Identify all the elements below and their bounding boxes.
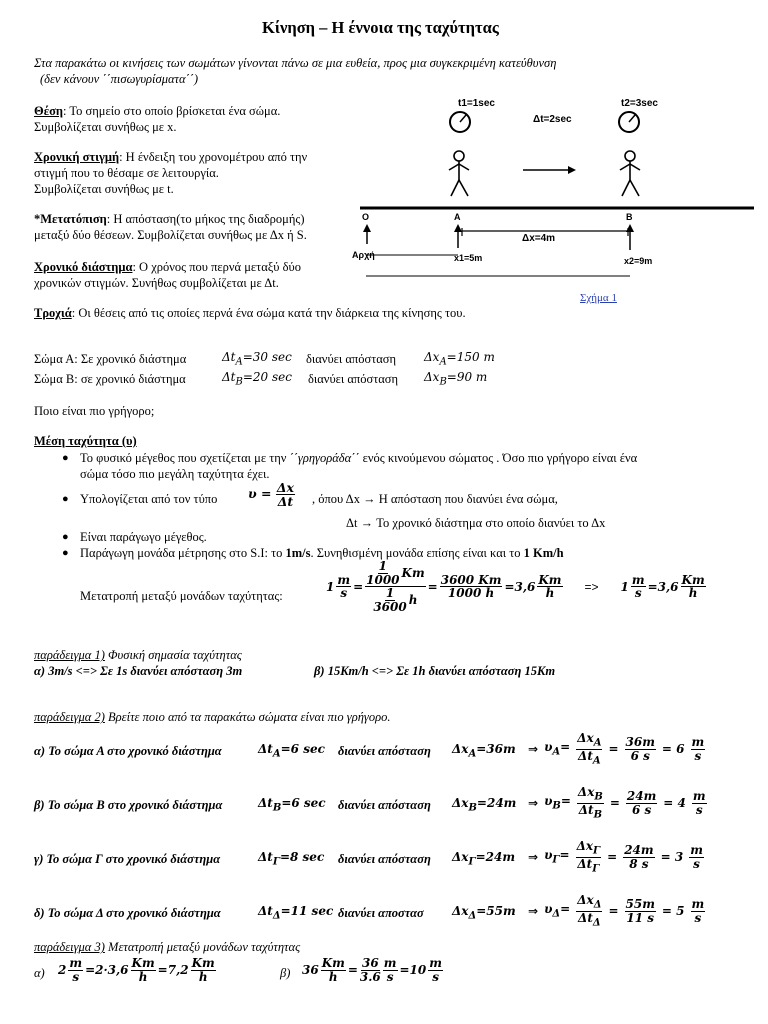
clock-icon-1	[450, 112, 470, 132]
ex2-row-label: δ) Το σώμα Δ στο χρονικό διάστημα	[34, 906, 221, 920]
bullet-1-c: ενός κινούμενου σώματος . Όσο πιο γρήγορο είναι ένα	[359, 451, 638, 465]
ex2-row-unit-m: m	[691, 896, 705, 911]
ex2-row-ratio-den	[578, 912, 601, 929]
conv-one-a: 1	[378, 559, 387, 573]
ex3-a-mid: =2·3,6	[85, 963, 129, 978]
fig-arxi-label: Αρχή	[352, 250, 375, 260]
bullet-2-a: Υπολογίζεται από τον τύπο	[80, 492, 218, 506]
ex2-row-mid: διανύει απόσταση	[338, 798, 431, 812]
ex2-row-unit-m: m	[690, 842, 703, 857]
ex2-row-ratio-dx-sub: A	[593, 737, 602, 748]
ex2-row-dt-sym: Δt	[258, 742, 273, 756]
ex2-row-dx-sub: A	[468, 748, 477, 760]
def-troxia-term: Τροχιά	[34, 306, 72, 320]
example-3-b-label: β)	[280, 966, 291, 980]
ex3-b-res: =10	[399, 963, 427, 978]
ex2-row-ratio-dx-sub: Δ	[593, 899, 602, 910]
body-a-dx-sub: A	[439, 356, 447, 368]
ex2-row-den: 11 s	[626, 910, 655, 925]
bullet-1-a: Το φυσικό μέγεθος που σχετίζεται με την	[80, 451, 290, 465]
ex2-row-ratio-num	[576, 732, 602, 750]
ex3-b-36: 36	[302, 963, 319, 978]
def-stigmi-term: Χρονική στιγμή	[34, 150, 120, 164]
direction-arrow-icon	[523, 166, 576, 174]
ex2-row-dt	[258, 796, 326, 813]
bullet-1-icon: ●	[62, 452, 69, 464]
ex2-row-u: $\upsilon_B=$	[544, 794, 571, 812]
ex2-row-dx-val: =24m	[476, 796, 517, 810]
ex2-row-ratio-den	[578, 750, 601, 767]
conv-kmh-frac-2	[681, 574, 706, 600]
intro-line-2: (δεν κάνουν ΄΄πισωγυρίσματα΄΄)	[40, 72, 199, 86]
conv-final: =3,6	[647, 579, 679, 594]
ex2-row-arrow: ⇒	[528, 742, 539, 756]
ex3-a-km2: Km	[191, 956, 215, 970]
conversion-label: Μετατροπή μεταξύ μονάδων ταχύτητας:	[80, 589, 283, 603]
ex2-row-dt-sub: Γ	[272, 856, 280, 868]
ex2-row-label: γ) Το σώμα Γ στο χρονικό διάστημα	[34, 852, 221, 866]
body-a-row	[34, 352, 186, 367]
ex2-row-u: $\upsilon_A=$	[544, 740, 571, 758]
ex2-row-u: $\upsilon_\Delta=$	[544, 902, 571, 920]
ex2-row-u-sub: B	[552, 800, 561, 812]
ex2-row-u-sub: A	[552, 746, 561, 758]
bullet-2-b: , όπου Δx → Η απόσταση που διανύει ένα σώμα,	[312, 492, 558, 506]
ex2-row-ratio-dt: Δt	[578, 748, 593, 763]
conv-implies: =>	[584, 579, 599, 594]
speed-formula-fraction	[276, 481, 295, 508]
ex3-a-h2: h	[198, 969, 208, 984]
ex2-row-dx	[452, 904, 516, 921]
def-metatopisi-text: : Η απόσταση(το μήκος της διαδρομής)	[106, 212, 305, 226]
ex2-row-ratio-dt: Δt	[577, 856, 593, 871]
stick-figure-2	[620, 151, 640, 196]
bullet-4-unit1: 1m/s	[285, 546, 311, 560]
body-a-dt-sub: A	[235, 356, 243, 368]
conv-km-c: Km	[681, 572, 705, 587]
bullet-4-a: Παράγωγη μονάδα μέτρησης στο S.I: το	[80, 546, 286, 560]
def-thesi-text: : Το σημείο στο οποίο βρίσκεται ένα σώμα.	[62, 104, 281, 118]
ex2-row-dx-sym: Δx	[452, 742, 469, 756]
ex2-row-dt-val: =8 sec	[279, 850, 325, 864]
ex2-row-dx-sym: Δx	[452, 850, 469, 864]
example-2-head-rest: Βρείτε ποιο από τα παρακάτω σώματα είναι πιο γρήγορο.	[104, 710, 391, 724]
def-metatopisi	[34, 212, 305, 227]
body-b-dx-sub: B	[439, 376, 447, 388]
bullet-2-icon: ●	[62, 493, 69, 505]
conv-eq-1: =	[353, 579, 364, 594]
conv-1-b: 1	[620, 579, 629, 594]
ex2-row-arrow: ⇒	[528, 850, 539, 864]
ex2-row-ratio-dx-sub: Γ	[593, 845, 601, 856]
ex2-row-ratio-dt-sub: Δ	[592, 916, 601, 928]
ex2-row-label: β) Το σώμα Β στο χρονικό διάστημα	[34, 798, 223, 812]
ex2-row-unit-s: s	[693, 856, 700, 871]
conv-one-b: 1	[385, 586, 395, 601]
ex2-row-ratio-dx: Δx	[577, 784, 595, 799]
ex2-row-ratio-den	[577, 858, 599, 875]
ex2-row-values	[625, 736, 656, 762]
conv-36: =3,6	[504, 579, 536, 594]
body-a-dx	[424, 350, 495, 367]
ex2-row-u-sym: υ	[544, 848, 553, 863]
ex3-b-h: h	[328, 969, 338, 984]
ex2-row-num: 55m	[625, 896, 655, 911]
body-b-dx-val: =90 m	[446, 370, 488, 384]
def-stigmi-text: : Η ένδειξη του χρονομέτρου από την	[119, 150, 308, 164]
ex2-row-ratio	[576, 732, 602, 767]
ex2-row-ratio-dt-sub: Γ	[592, 862, 600, 874]
motion-figure	[346, 92, 756, 292]
ex2-row-dx-sub: Γ	[468, 856, 476, 868]
example-3-a-formula	[58, 957, 216, 983]
conv-ms-frac	[336, 574, 351, 600]
ex2-row-den: 6 s	[631, 802, 652, 817]
ex2-row-unit-s: s	[694, 910, 702, 925]
ex2-row-unit-s: s	[695, 802, 703, 817]
example-1-heading	[34, 648, 242, 663]
ex3-b-ms-2	[428, 957, 443, 983]
ex2-row-ratio-num	[576, 840, 602, 858]
speed-formula-num: Δx	[276, 480, 295, 495]
conv-1-over-3600	[373, 587, 406, 613]
def-diastima	[34, 260, 301, 275]
body-b-dt	[222, 370, 292, 387]
conv-ms-frac-2	[631, 574, 646, 600]
fig-dx-label: Δx=4m	[522, 233, 556, 244]
ex3-b-den: 3.6	[359, 969, 381, 984]
fig-A-label: A	[454, 212, 461, 222]
example-1-b: β) 15Km/h <=> Σε 1h διανύει απόσταση 15Km	[314, 664, 556, 678]
ex2-row-u-sym: υ	[544, 794, 553, 809]
body-a-label: Σώμα Α: Σε χρονικό διάστημα	[34, 352, 187, 366]
example-3-head-rest: Μετατροπή μεταξύ μονάδων ταχύτητας	[104, 940, 301, 954]
conv-m-2: m	[631, 572, 645, 587]
ex2-row-ratio-dt: Δt	[578, 802, 594, 817]
conv-eq-2: =	[427, 579, 438, 594]
ex2-row-ratio	[576, 840, 602, 875]
def-diastima-text: : Ο χρόνος που περνά μεταξύ δύο	[132, 260, 301, 274]
ex3-b-eq: =	[347, 963, 358, 978]
ex2-row-result: = 5	[661, 904, 685, 918]
ex2-row-dt-sym: Δt	[258, 850, 273, 864]
example-3-head: παράδειγμα 3)	[34, 940, 105, 954]
ex2-row-dt-sub: B	[272, 802, 282, 814]
ex2-row-arrow: ⇒	[528, 904, 539, 918]
ex2-row-calc	[528, 832, 704, 882]
conv-1: 1	[326, 579, 335, 594]
ex2-row-eq: =	[607, 850, 618, 864]
bullet-4-b: . Συνηθισμένη μονάδα επίσης είναι και το	[310, 546, 524, 560]
ex2-row-ratio-num	[577, 786, 604, 804]
bullet-2-c: Δt → Το χρονικό διάστημα στο οποίο διανύει το Δx	[346, 516, 606, 530]
body-a-dt-sym: Δt	[222, 350, 236, 364]
clock-icon-2	[619, 112, 639, 132]
conv-1000h: 1000 h	[447, 586, 495, 601]
conv-s-2: s	[634, 586, 642, 601]
body-b-row	[34, 372, 186, 387]
conv-m: m	[337, 572, 351, 587]
ex2-row-dx	[452, 850, 515, 867]
fig-B-label: B	[626, 212, 633, 222]
body-b-label: Σώμα Β: σε χρονικό διάστημα	[34, 372, 186, 386]
ex2-row-dx-sym: Δx	[452, 796, 469, 810]
ex3-a-s: s	[72, 969, 80, 984]
body-b-dt-sub: B	[235, 376, 243, 388]
def-thesi-text2: Συμβολίζεται συνήθως με x.	[34, 120, 177, 134]
bullet-4-text	[80, 546, 564, 561]
ex2-row-ratio	[576, 894, 602, 929]
ex2-row-u-sym: υ	[544, 740, 553, 755]
ex2-row-unit	[692, 790, 707, 816]
bullet-3-text: Είναι παράγωγο μέγεθος.	[80, 530, 207, 544]
speed-formula	[248, 481, 295, 508]
ex2-row-dt-sym: Δt	[258, 904, 273, 918]
def-diastima-term: Χρονικό διάστημα	[34, 260, 133, 274]
ex2-row-calc	[528, 886, 705, 936]
ex2-row-label: α) Το σώμα Α στο χρονικό διάστημα	[34, 744, 222, 758]
ex2-row-unit	[691, 898, 706, 924]
fig-t2-label: t2=3sec	[621, 98, 658, 109]
ex2-row-unit	[691, 736, 706, 762]
ex2-row-result: = 3	[660, 850, 684, 864]
bullet-3-icon: ●	[62, 531, 69, 543]
fig-dt-label: Δt=2sec	[533, 114, 572, 125]
def-troxia	[34, 306, 466, 321]
fig-O-label: O	[362, 212, 370, 222]
body-b-dt-val: =20 sec	[242, 370, 292, 384]
body-a-dt	[222, 350, 292, 367]
ex2-row-dt-sub: A	[272, 748, 281, 760]
ex2-row-dx-sub: B	[468, 802, 477, 814]
ex2-row-ratio-dx-sub: B	[594, 791, 603, 802]
conv-3600km-frac	[440, 574, 503, 600]
ex2-row-values	[625, 898, 656, 924]
ex2-row-dt	[258, 904, 333, 921]
ex2-row-dx-sub: Δ	[468, 910, 477, 922]
conv-1000: 1000	[366, 572, 400, 587]
ex3-a-m: m	[69, 956, 83, 970]
intro-line-1: Στα παρακάτω οι κινήσεις των σωμάτων γίνονται πάνω σε μια ευθεία, προς μια συγκεκριμένη κατεύθυνση	[34, 56, 557, 70]
ex2-row-u-sym: υ	[544, 902, 553, 917]
ex2-row-den: 6 s	[630, 748, 650, 763]
ex2-row-dt-val: =6 sec	[281, 796, 326, 810]
x1-arrow-icon	[454, 224, 462, 248]
ex2-row-num: 24m	[624, 842, 654, 857]
bullet-1-line-2: σώμα τόσο πιο μεγάλη ταχύτητα έχει.	[80, 467, 270, 481]
example-2-head: παράδειγμα 2)	[34, 710, 105, 724]
x2-arrow-icon	[626, 224, 634, 250]
example-3-b-formula	[302, 957, 443, 983]
ex2-row-unit-m: m	[692, 788, 706, 803]
body-a-dt-val: =30 sec	[242, 350, 292, 364]
ex2-row-mid: διανύει απόσταση	[338, 852, 431, 866]
ex2-row-calc	[528, 778, 707, 828]
ex3-a-h1: h	[138, 969, 148, 984]
conv-complex-den	[373, 587, 417, 613]
def-thesi-term: Θέση	[34, 104, 63, 118]
ex3-a-ms	[68, 957, 83, 983]
conv-complex-num	[365, 560, 426, 587]
ex2-row-eq: =	[608, 742, 619, 756]
ex2-row-dx-val: =24m	[475, 850, 516, 864]
ex3-b-kmh	[321, 957, 346, 983]
example-1-a: α) 3m/s <=> Σε 1s διανύει απόσταση 3m	[34, 664, 243, 678]
ex2-row-ratio-dt: Δt	[578, 910, 593, 925]
ex2-row-arrow: ⇒	[528, 796, 539, 810]
def-metatopisi-text2: μεταξύ δύο θέσεων. Συμβολίζεται συνήθως με Δx ή S.	[34, 228, 307, 242]
conv-h-c: h	[688, 586, 698, 601]
body-b-dx-sym: Δx	[424, 370, 440, 384]
def-stigmi-text3: Συμβολίζεται συνήθως με t.	[34, 182, 174, 196]
ex2-row-mid: διανύει απόσταση	[338, 744, 431, 758]
body-b-dx	[424, 370, 487, 387]
body-b-dt-sym: Δt	[222, 370, 236, 384]
conv-s: s	[340, 586, 348, 601]
bullet-1-line-1	[80, 451, 637, 466]
ex2-row-eq: =	[609, 796, 620, 810]
bullet-4-unit2: 1 Km/h	[523, 546, 564, 560]
speed-formula-den: Δt	[277, 494, 294, 510]
body-a-dx-val: =150 m	[446, 350, 495, 364]
ex3-b-m: m	[383, 956, 397, 970]
ex3-b-num: 36	[362, 956, 379, 970]
example-3-heading	[34, 940, 300, 955]
conversion-formula	[326, 560, 706, 613]
def-stigmi-text2: στιγμή που το θέσαμε σε λειτουργία.	[34, 166, 219, 180]
ex2-row-unit-m: m	[691, 734, 705, 749]
ex2-row-dx-val: =55m	[476, 904, 516, 918]
ex2-row-dx-val: =36m	[476, 742, 516, 756]
ex2-row-result: = 6	[661, 742, 685, 756]
conv-1-over-1000	[366, 560, 399, 586]
ex2-row-ratio	[577, 786, 604, 821]
ex2-row-dt-sub: Δ	[272, 910, 281, 922]
ex3-b-ms	[383, 957, 398, 983]
ex3-a-2: 2	[58, 963, 67, 978]
ex3-a-kmh-2	[191, 957, 216, 983]
example-3-a-label: α)	[34, 966, 45, 980]
conv-km-a: Km	[401, 565, 425, 580]
conv-km-b: Km	[538, 572, 562, 587]
ex2-row-ratio-dt-sub: B	[593, 808, 603, 820]
ex2-row-unit	[689, 844, 704, 870]
def-metatopisi-term: *Μετατόπιση	[34, 212, 107, 226]
def-thesi	[34, 104, 280, 119]
body-a-dx-sym: Δx	[424, 350, 440, 364]
ex2-row-values	[626, 790, 657, 816]
stick-figure-1	[449, 151, 469, 196]
ex3-a-kmh-1	[131, 957, 156, 983]
ex2-row-values	[623, 844, 654, 870]
ex2-row-dx	[452, 742, 516, 759]
example-2-heading	[34, 710, 390, 725]
conv-3600: 3600	[373, 599, 407, 614]
conv-3600km: 3600 Km	[440, 572, 502, 587]
ex2-row-eq: =	[608, 904, 619, 918]
ex2-row-dt-val: =6 sec	[280, 742, 325, 756]
ex3-b-km: Km	[321, 956, 345, 970]
ex3-b-frac	[360, 957, 381, 983]
ex2-row-num: 36m	[625, 734, 655, 749]
def-stigmi	[34, 150, 307, 165]
bullet-1-b: ΄΄γρηγοράδα΄΄	[289, 451, 360, 465]
ex2-row-u: $\upsilon_\Gamma=$	[544, 848, 570, 866]
ex2-row-ratio-dt-sub: A	[592, 754, 601, 766]
conv-complex-frac	[365, 560, 426, 613]
ex2-row-u-sub: Δ	[552, 908, 561, 920]
fig-x2-label: x2=9m	[624, 256, 653, 266]
speed-formula-u: υ =	[248, 486, 272, 502]
ex2-row-ratio-den	[579, 804, 602, 821]
ex3-b-s2: s	[432, 969, 439, 984]
ex2-row-u-sub: Γ	[552, 854, 560, 866]
ex3-b-s: s	[386, 969, 394, 984]
mean-speed-heading: Μέση ταχύτητα (υ)	[34, 434, 137, 448]
def-diastima-text2: χρονικών στιγμών. Συνήθως συμβολίζεται με Δt.	[34, 276, 279, 290]
fig-x1-label: x1=5m	[454, 253, 483, 263]
ex2-row-den: 8 s	[629, 856, 649, 871]
question-text: Ποιο είναι πιο γρήγορο;	[34, 404, 155, 418]
ex2-row-ratio-dx: Δx	[577, 892, 594, 907]
ex2-row-ratio-num	[576, 894, 602, 912]
conv-h-a: h	[408, 592, 418, 607]
body-a-mid: διανύει απόσταση	[306, 352, 397, 366]
ex2-row-mid: διανύει αποστασ	[338, 906, 424, 920]
conv-kmh-frac-1	[537, 574, 562, 600]
body-b-mid: διανύει απόσταση	[308, 372, 399, 386]
example-1-head: παράδειγμα 1)	[34, 648, 105, 662]
ex3-a-res: =7,2	[157, 963, 189, 978]
ex3-b-m2: m	[429, 956, 442, 970]
ex3-a-km1: Km	[131, 956, 155, 970]
figure-caption[interactable]: Σχήμα 1	[580, 292, 617, 304]
conv-h-b: h	[545, 586, 555, 601]
ex2-row-dx-sym: Δx	[452, 904, 469, 918]
ex2-row-ratio-dx: Δx	[577, 730, 594, 745]
ex2-row-ratio-dx: Δx	[576, 838, 594, 853]
ex2-row-calc	[528, 724, 705, 774]
page-title: Κίνηση – Η έννοια της ταχύτητας	[262, 18, 499, 37]
ex2-row-num: 24m	[626, 788, 657, 803]
origin-arrow-icon	[363, 224, 371, 244]
fig-t1-label: t1=1sec	[458, 98, 495, 109]
ex2-row-result: = 4	[663, 796, 686, 810]
ex2-row-dt-sym: Δt	[258, 796, 273, 810]
ex2-row-dx	[452, 796, 516, 813]
example-1-head-rest: Φυσική σημασία ταχύτητας	[104, 648, 242, 662]
bullet-4-icon: ●	[62, 547, 69, 559]
ex2-row-dt	[258, 742, 325, 759]
def-troxia-text: : Οι θέσεις από τις οποίες περνά ένα σώμα κατά την διάρκεια της κίνησης του.	[71, 306, 466, 320]
ex2-row-unit-s: s	[694, 748, 702, 763]
ex2-row-dt-val: =11 sec	[280, 904, 334, 918]
ex2-row-dt	[258, 850, 324, 867]
